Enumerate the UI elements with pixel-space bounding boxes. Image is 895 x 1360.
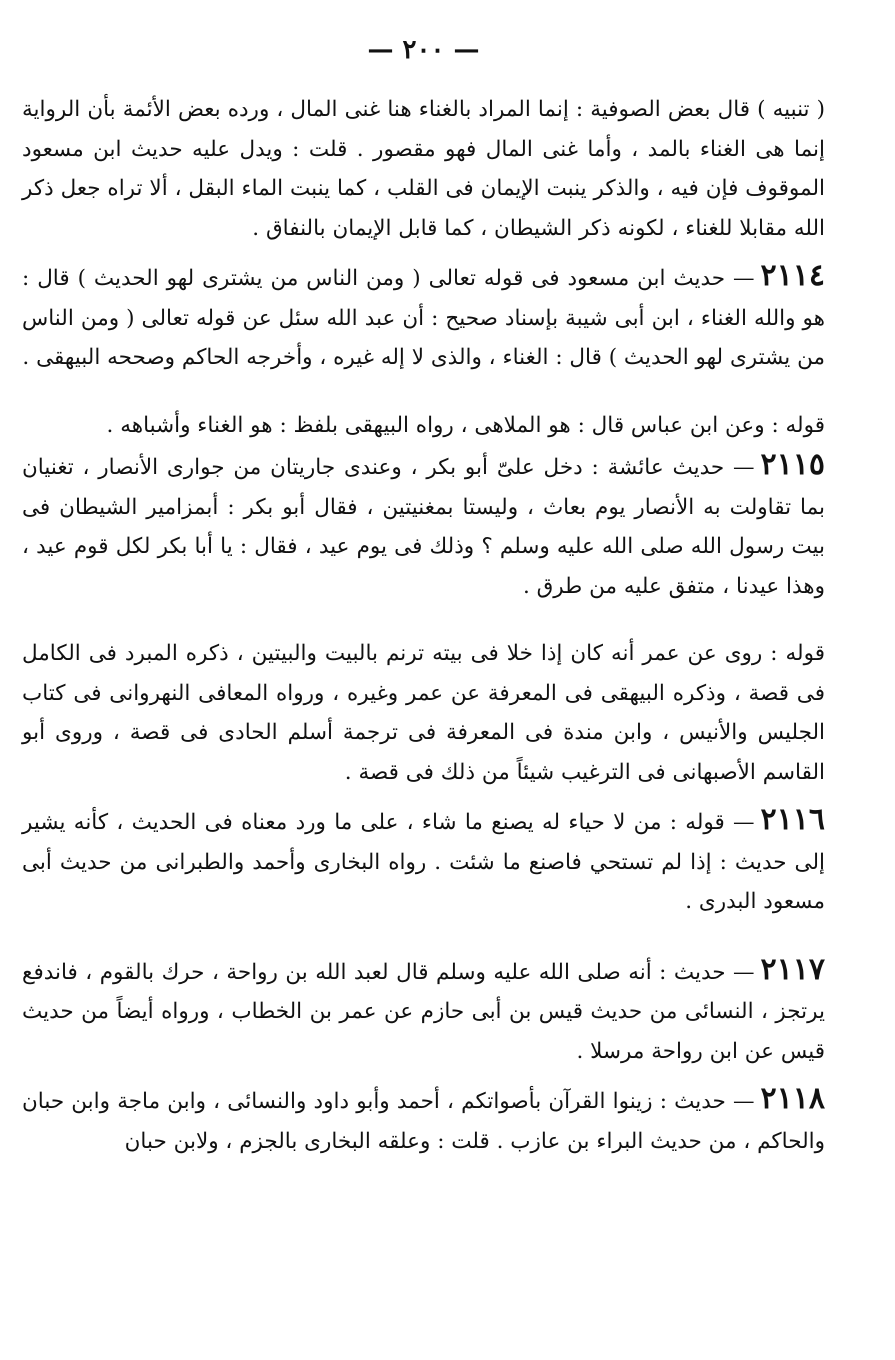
tanbih-note bbox=[22, 90, 825, 248]
hadith-entry-2116 bbox=[22, 800, 825, 922]
commentary-text: قوله : روى عن عمر أنه كان إذا خلا فى بيته ترنم بالبيت والبيتين ، ذكره المبرد فى الكامل فى قصة ، وذكره البيهقى فى المعرفة عن عمر وغيره ، ورواه المعافى النهروانى فى كتاب الجليس والأنيس ، وابن مندة فى المعرفة فى ترجمة أسلم الحادى فى قصة ، وروى أبو القاسم الأصبهانى فى الترغيب شيئاً من ذلك فى قصة . bbox=[22, 641, 825, 785]
hadith-number: ٢١١٤ bbox=[760, 258, 825, 293]
commentary-umar bbox=[22, 634, 825, 792]
hadith-text: — حديث عائشة : دخل علىّ أبو بكر ، وعندى جاريتان من جوارى الأنصار ، تغنيان بما تقاولت به الأنصار يوم بعاث ، وليستا بمغنيتين ، فقال أبو بكر : أبمزامير الشيطان فى بيت رسول الله صلى الله عليه وسلم ؟ وذلك فى يوم عيد ، فقال : يا أبا بكر لكل قوم عيد ، وهذا عيدنا ، متفق عليه من طرق . bbox=[22, 455, 825, 599]
commentary-ibn-abbas bbox=[22, 406, 825, 446]
hadith-number: ٢١١٥ bbox=[760, 447, 825, 482]
hadith-number: ٢١١٨ bbox=[760, 1081, 825, 1116]
page-number: — ٢٠٠ — bbox=[367, 35, 480, 65]
hadith-text: — حديث : أنه صلى الله عليه وسلم قال لعبد الله بن رواحة ، حرك بالقوم ، فاندفع يرتجز ، النسائى من حديث قيس بن أبى حازم عن عمر بن الخطاب ، ورواه أيضاً من حديث قيس عن ابن رواحة مرسلا . bbox=[22, 959, 825, 1064]
hadith-text: — حديث : زينوا القرآن بأصواتكم ، أحمد وأبو داود والنسائى ، وابن ماجة وابن حبان والحاكم ، من حديث البراء بن عازب . قلت : وعلقه البخارى بالجزم ، ولابن حبان bbox=[22, 1089, 825, 1154]
hadith-entry-2118 bbox=[22, 1079, 825, 1161]
commentary-text: قوله : وعن ابن عباس قال : هو الملاهى ، رواه البيهقى بلفظ : هو الغناء وأشباهه . bbox=[106, 412, 825, 438]
hadith-text: — حديث ابن مسعود فى قوله تعالى ( ومن الناس من يشترى لهو الحديث ) قال : هو والله الغناء ، ابن أبى شيبة بإسناد صحيح : أن عبد الله سئل عن قوله تعالى ( ومن الناس من يشترى لهو الحديث ) قال : الغناء ، والذى لا إله غيره ، وأخرجه الحاكم وصححه البيهقى . bbox=[22, 266, 825, 370]
tanbih-text: ( تنبيه ) قال بعض الصوفية : إنما المراد بالغناء هنا غنى المال ، ورده بعض الأئمة بأن الرواية إنما هى الغناء بالمد ، وأما غنى المال فهو مقصور . قلت : ويدل عليه حديث ابن مسعود الموقوف فإن فيه ، والذكر ينبت الإيمان فى القلب ، كما ينبت الماء البقل ، ألا تراه جعل ذكر الله مقابلا للغناء ، لكونه ذكر الشيطان ، كما قابل الإيمان بالنفاق . bbox=[22, 97, 825, 241]
hadith-number: ٢١١٧ bbox=[760, 951, 825, 987]
hadith-number: ٢١١٦ bbox=[760, 802, 825, 837]
hadith-entry-2115 bbox=[22, 445, 825, 606]
hadith-entry-2117 bbox=[22, 950, 825, 1072]
hadith-text: — قوله : من لا حياء له يصنع ما شاء ، على ما ورد معناه فى الحديث ، كأنه يشير إلى حديث : إذا لم تستحي فاصنع ما شئت . رواه البخارى وأحمد والطبرانى من حديث أبى مسعود البدرى . bbox=[22, 810, 825, 914]
hadith-entry-2114 bbox=[22, 256, 825, 378]
